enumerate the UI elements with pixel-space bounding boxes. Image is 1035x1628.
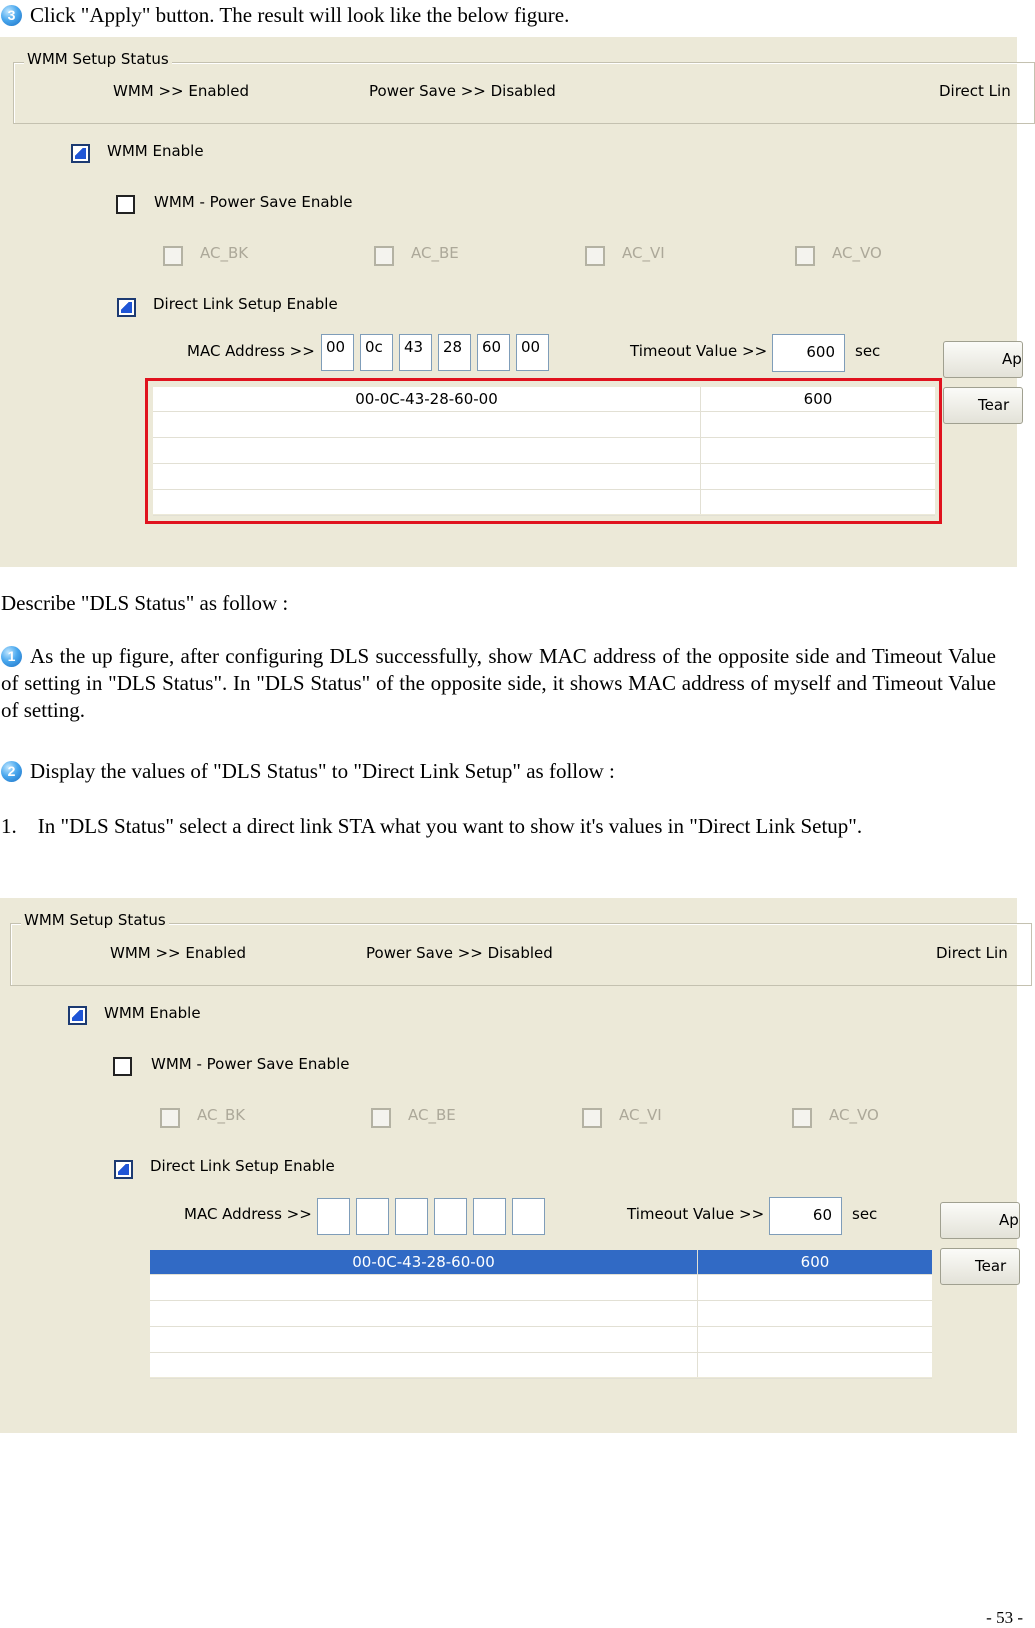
- mac-octet-6-input[interactable]: [512, 1198, 545, 1235]
- ac-vo-checkbox[interactable]: [792, 1108, 812, 1128]
- direct-link-setup-enable-checkbox[interactable]: [114, 1160, 133, 1179]
- table-row[interactable]: [150, 1354, 932, 1379]
- direct-link-status-text: Direct Lin: [939, 82, 1011, 100]
- ac-vi-label: AC_VI: [619, 1106, 662, 1124]
- mac-octet-5-input[interactable]: 60: [477, 334, 510, 371]
- mac-octet-3-input[interactable]: 43: [399, 334, 432, 371]
- wmm-enable-checkbox[interactable]: [71, 144, 90, 163]
- power-save-enable-label: WMM - Power Save Enable: [154, 193, 353, 211]
- dls-status-table: [150, 1250, 932, 1377]
- ac-bk-checkbox[interactable]: [163, 246, 183, 266]
- mac-address-label: MAC Address >>: [184, 1205, 312, 1223]
- ac-bk-checkbox[interactable]: [160, 1108, 180, 1128]
- mac-octet-2-input[interactable]: 0c: [360, 334, 393, 371]
- describe-paragraph: Describe "DLS Status" as follow :: [1, 591, 289, 615]
- wmm-enable-label: WMM Enable: [107, 142, 204, 160]
- table-row[interactable]: [150, 1302, 932, 1327]
- mac-octet-6-input[interactable]: 00: [516, 334, 549, 371]
- item1-paragraph: 1. In "DLS Status" select a direct link STA what you want to show it's values in "Direct Link Setup".: [1, 814, 863, 838]
- ac-be-checkbox[interactable]: [371, 1108, 391, 1128]
- ac-bk-label: AC_BK: [200, 244, 249, 262]
- timeout-value-input[interactable]: 60: [769, 1197, 842, 1235]
- ac-vo-label: AC_VO: [829, 1106, 879, 1124]
- wmm-status-text: WMM >> Enabled: [110, 944, 247, 962]
- column-divider: [697, 1250, 698, 1377]
- power-save-enable-checkbox[interactable]: [113, 1057, 132, 1076]
- point-number-2-icon: 2: [1, 761, 22, 782]
- wmm-enable-label: WMM Enable: [104, 1004, 201, 1022]
- direct-link-status-text: Direct Lin: [936, 944, 1008, 962]
- mac-octet-4-input[interactable]: 28: [438, 334, 471, 371]
- screenshot-apply-result: [0, 37, 1022, 567]
- apply-button[interactable]: Ap: [940, 1202, 1020, 1239]
- ac-vo-label: AC_VO: [832, 244, 882, 262]
- step3-text: Click "Apply" button. The result will look like the below figure.: [30, 3, 570, 27]
- step3-paragraph: [1, 2, 1001, 29]
- mac-octet-5-input[interactable]: [473, 1198, 506, 1235]
- row-timeout-cell: 600: [803, 390, 833, 408]
- point2-text: Display the values of "DLS Status" to "Direct Link Setup" as follow :: [30, 759, 615, 783]
- power-save-enable-checkbox[interactable]: [116, 195, 135, 214]
- row-mac-cell: 00-0C-43-28-60-00: [355, 390, 498, 408]
- power-save-status-text: Power Save >> Disabled: [366, 944, 553, 962]
- screenshot-select-sta: [0, 898, 1017, 1433]
- ac-vi-checkbox[interactable]: [585, 246, 605, 266]
- timeout-value-label: Timeout Value >>: [627, 1205, 765, 1223]
- row-timeout-cell: 600: [800, 1253, 830, 1271]
- mac-octet-1-input[interactable]: [317, 1198, 350, 1235]
- step-number-3-icon: 3: [1, 5, 22, 26]
- timeout-value-label: Timeout Value >>: [630, 342, 768, 360]
- point1-paragraph: [1, 643, 996, 724]
- ac-be-checkbox[interactable]: [374, 246, 394, 266]
- point2-paragraph: [1, 758, 1001, 785]
- apply-button[interactable]: Ap: [943, 341, 1023, 378]
- point1-text: As the up figure, after configuring DLS successfully, show MAC address of the opposite side and Timeout Value of setting in "DLS Status". In "DLS Status" of the opposite side, it shows MAC address of myself and Timeout Value of setting.: [1, 644, 996, 722]
- mac-octet-3-input[interactable]: [395, 1198, 428, 1235]
- sec-label: sec: [852, 1205, 878, 1223]
- wmm-status-text: WMM >> Enabled: [113, 82, 250, 100]
- table-row[interactable]: [150, 1328, 932, 1353]
- direct-link-setup-enable-checkbox[interactable]: [117, 298, 136, 317]
- power-save-enable-label: WMM - Power Save Enable: [151, 1055, 350, 1073]
- ac-be-label: AC_BE: [411, 244, 459, 262]
- wmm-enable-checkbox[interactable]: [68, 1006, 87, 1025]
- row-mac-cell: 00-0C-43-28-60-00: [352, 1253, 495, 1271]
- ac-bk-label: AC_BK: [197, 1106, 246, 1124]
- sec-label: sec: [855, 342, 881, 360]
- table-row-selected[interactable]: [150, 1250, 932, 1275]
- table-row[interactable]: [150, 1276, 932, 1301]
- direct-link-setup-enable-label: Direct Link Setup Enable: [153, 295, 338, 313]
- ac-vi-label: AC_VI: [622, 244, 665, 262]
- point-number-1-icon: 1: [1, 646, 22, 667]
- ac-be-label: AC_BE: [408, 1106, 456, 1124]
- group-title: WMM Setup Status: [21, 911, 169, 929]
- mac-octet-2-input[interactable]: [356, 1198, 389, 1235]
- group-title: WMM Setup Status: [24, 50, 172, 68]
- timeout-value-input[interactable]: 600: [772, 334, 845, 372]
- power-save-status-text: Power Save >> Disabled: [369, 82, 556, 100]
- mac-octet-1-input[interactable]: 00: [321, 334, 354, 371]
- ac-vi-checkbox[interactable]: [582, 1108, 602, 1128]
- tear-button[interactable]: Tear: [940, 1248, 1020, 1285]
- ac-vo-checkbox[interactable]: [795, 246, 815, 266]
- direct-link-setup-enable-label: Direct Link Setup Enable: [150, 1157, 335, 1175]
- page-number: - 53 -: [986, 1608, 1023, 1627]
- highlight-box: [145, 378, 942, 524]
- mac-address-label: MAC Address >>: [187, 342, 315, 360]
- tear-button[interactable]: Tear: [943, 387, 1023, 424]
- mac-octet-4-input[interactable]: [434, 1198, 467, 1235]
